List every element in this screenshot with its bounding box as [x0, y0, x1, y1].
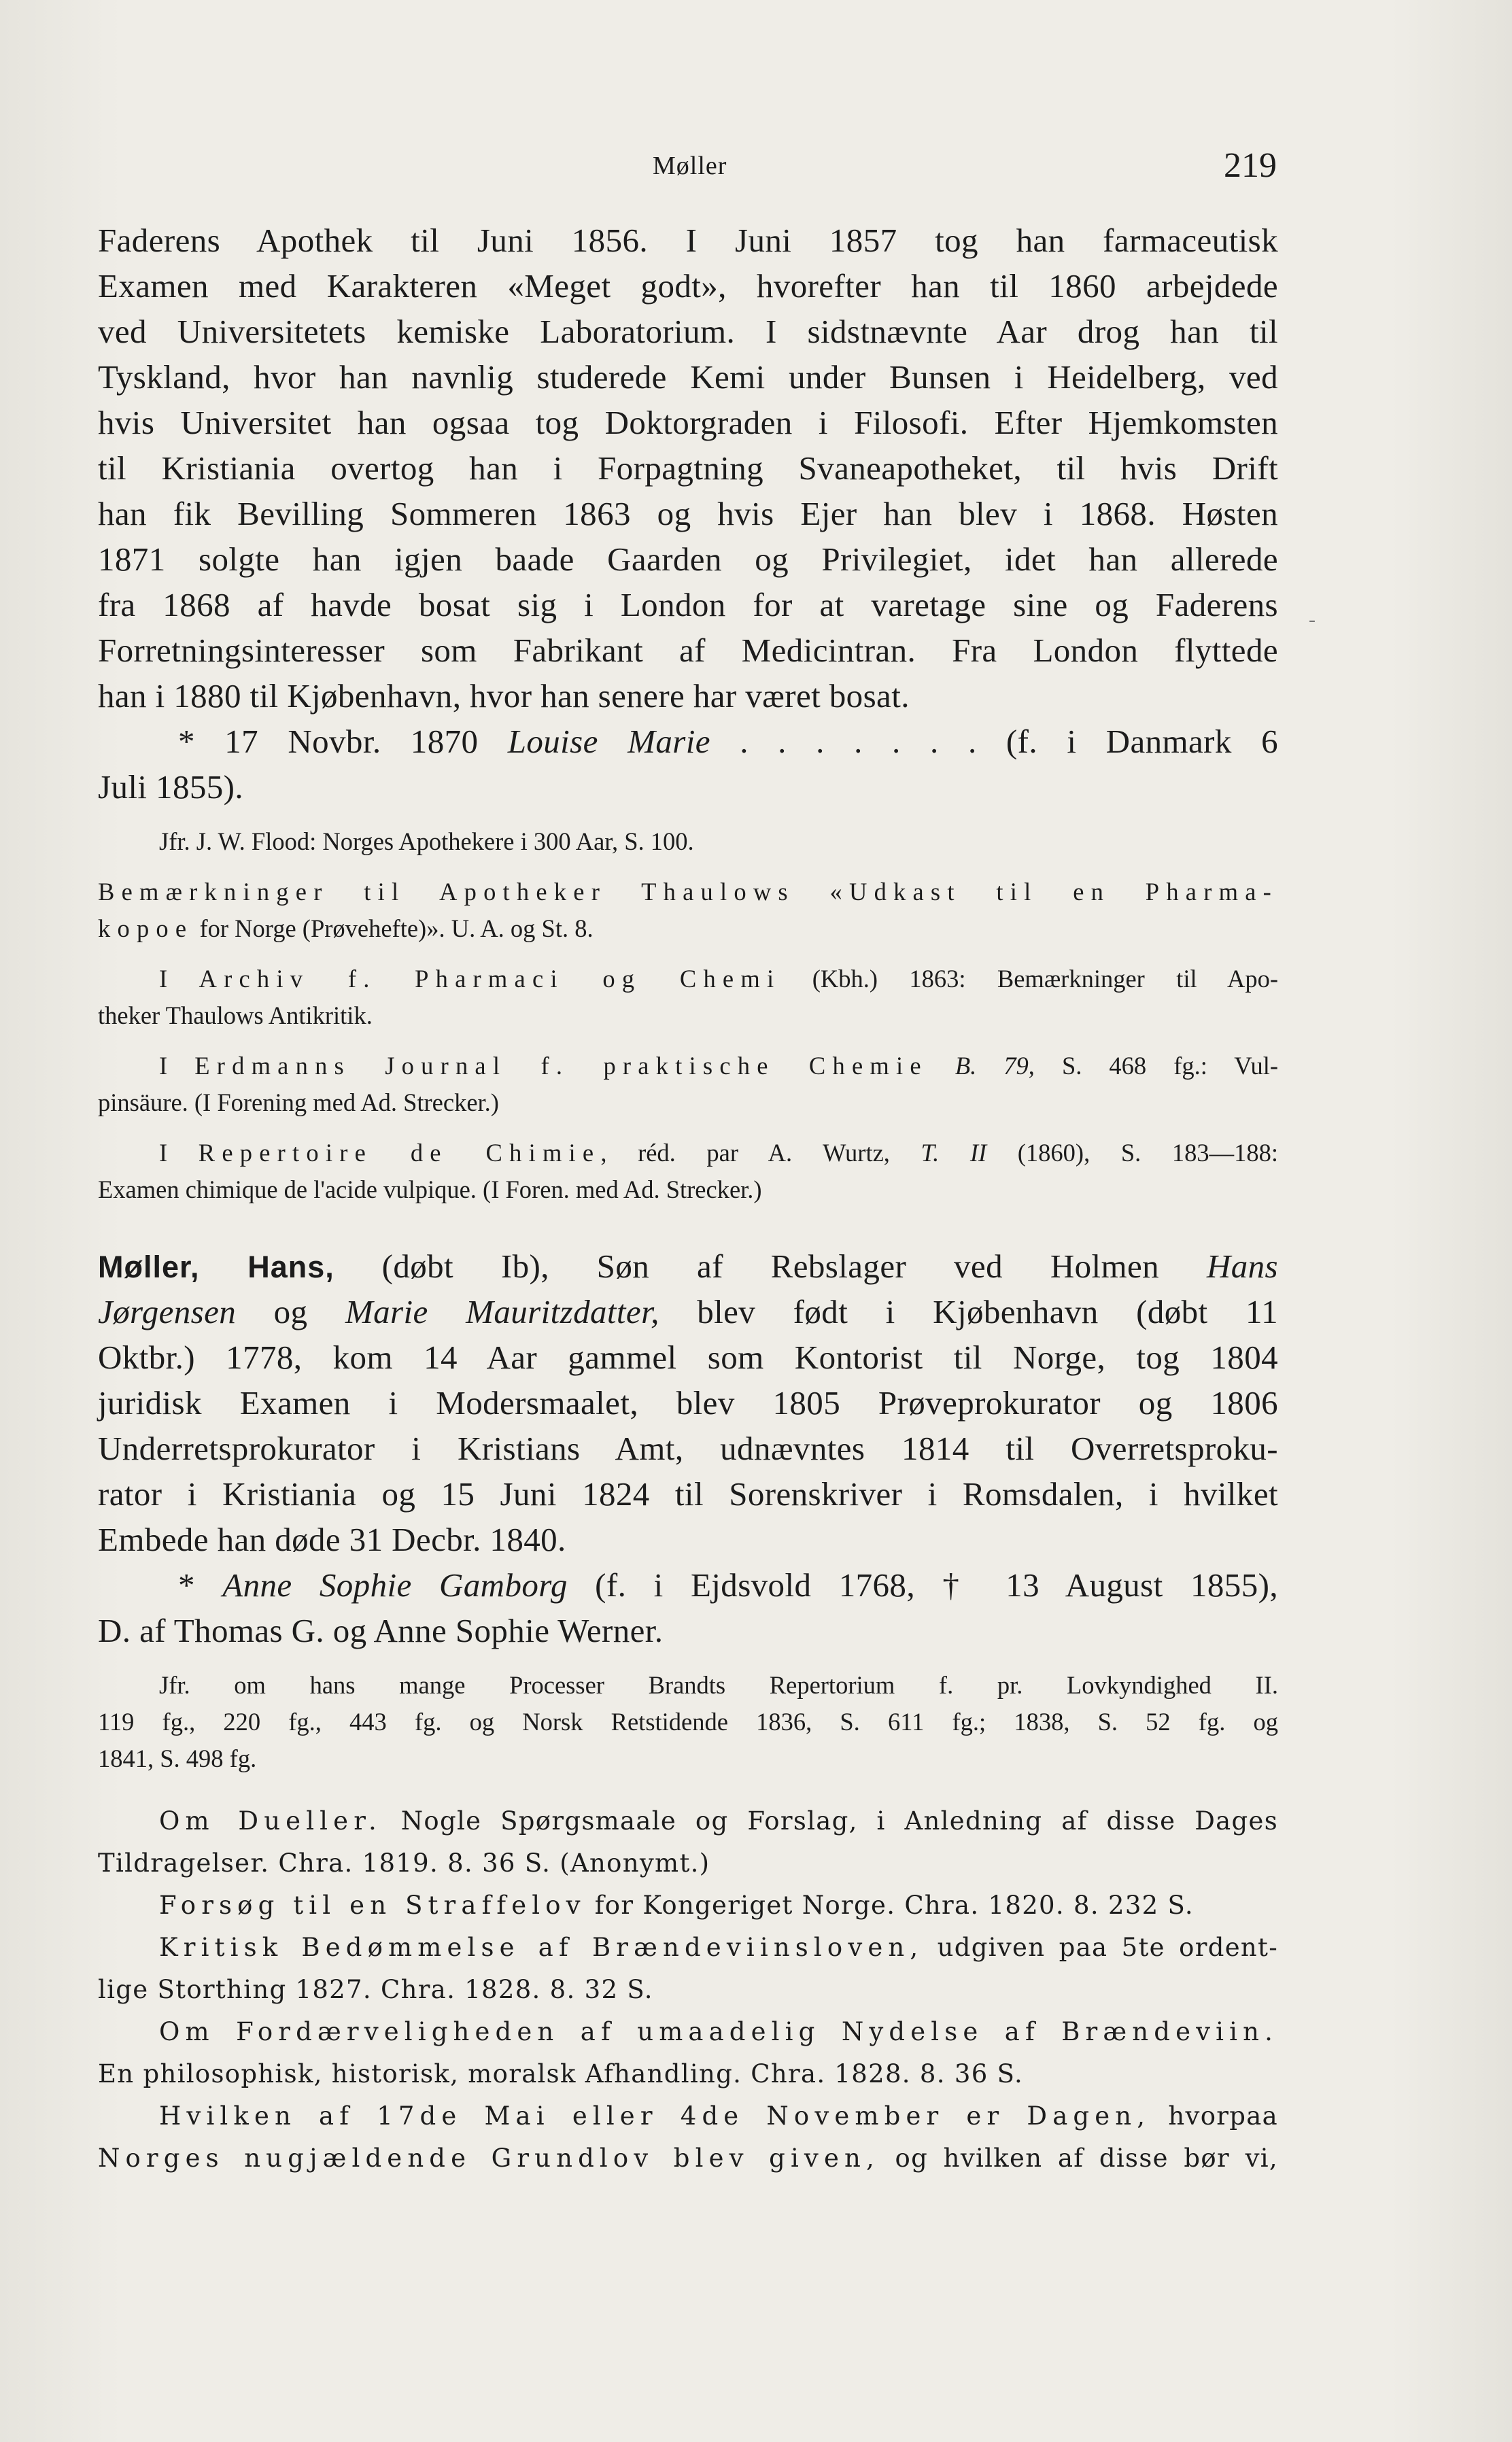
bibliography-line: En philosophisk, historisk, moralsk Afhandling. Chra. 1828. 8. 36 S.	[98, 2059, 1024, 2088]
paragraph-line: til Kristiania overtog han i Forpagtning Svaneapotheket, til hvis Drift	[98, 449, 1278, 487]
text-block	[98, 218, 1278, 2180]
paragraph-line: Embede han døde 31 Decbr. 1840.	[98, 1521, 566, 1558]
note-line	[98, 874, 1278, 910]
marriage-suffix: (f. i Ejdsvold 1768, † 13 August 1855),	[567, 1566, 1278, 1604]
note-line: pinsäure. (I Forening med Ad. Strecker.)	[98, 1088, 499, 1116]
note-text: , S. 468 fg.: Vul-	[1028, 1052, 1279, 1080]
running-head	[0, 146, 1512, 185]
father-name: Jørgensen	[98, 1293, 237, 1330]
paragraph-line: rator i Kristiania og 15 Juni 1824 til Sorenskriver i Romsdalen, i hvilket	[98, 1475, 1278, 1513]
margin-mark: -	[1309, 608, 1316, 631]
bibliography-line	[98, 2095, 1278, 2137]
note-text: I	[159, 1052, 195, 1080]
marriage-prefix: *	[178, 1566, 223, 1604]
bibliography-text: for Kongeriget Norge. Chra. 1820. 8. 232 S.	[585, 1891, 1194, 1920]
bibliography-title: Forsøg til en Straffelov	[159, 1891, 586, 1920]
note-title: Archiv f. Pharmaci og Chemi	[199, 965, 781, 993]
note-line: Examen chimique de l'acide vulpique. (I Foren. med Ad. Strecker.)	[98, 1175, 762, 1203]
paragraph-line: Forretningsinteresser som Fabrikant af Medicintran. Fra London flyttede	[98, 632, 1278, 669]
paragraph-line: ved Universitetets kemiske Laboratorium. I sidstnævnte Aar drog han til	[98, 313, 1278, 350]
paragraph-line: Oktbr.) 1778, kom 14 Aar gammel som Kontorist til Norge, tog 1804	[98, 1339, 1278, 1376]
note-text: for Norge (Prøvehefte)». U. A. og St. 8.	[193, 914, 594, 942]
paragraph-line: Faderens Apothek til Juni 1856. I Juni 1857 tog han farmaceutisk	[98, 222, 1278, 259]
paragraph-line: Underretsprokurator i Kristians Amt, udnævntes 1814 til Overretsproku-	[98, 1430, 1278, 1467]
bibliography-title: Hvilken af 17de Mai eller 4de November er Dagen,	[159, 2101, 1151, 2131]
note-title: Bemærkninger til Apotheker Thaulows «Udkast til en Pharma-	[98, 878, 1278, 906]
bibliography-line	[98, 2137, 1278, 2180]
note-line: theker Thaulows Antikritik.	[98, 1001, 373, 1029]
note-volume: T. II	[921, 1139, 987, 1167]
paragraph-line: juridisk Examen i Modersmaalet, blev 1805 Prøveprokurator og 1806	[98, 1384, 1278, 1422]
paragraph-line: han fik Bevilling Sommeren 1863 og hvis Ejer han blev i 1868. Høsten	[98, 495, 1278, 532]
note-title: Repertoire de Chimie	[198, 1139, 601, 1167]
note-text: (Kbh.) 1863: Bemærkninger til Apo-	[780, 965, 1279, 993]
bibliography-line: Tildragelser. Chra. 1819. 8. 36 S. (Anonymt.)	[98, 1848, 710, 1878]
mother-name: Marie Mauritzdatter,	[345, 1293, 659, 1330]
paragraph-line: Examen med Karakteren «Meget godt», hvorefter han til 1860 arbejdede	[98, 267, 1278, 305]
note-line: Jfr. om hans mange Processer Brandts Repertorium f. pr. Lovkyndighed II.	[159, 1671, 1278, 1699]
entry-text: og	[236, 1293, 345, 1330]
bibliography-title: Kritisk Bedømmelse af Brændeviinsloven,	[159, 1933, 924, 1962]
note-line: 1841, S. 498 fg.	[98, 1744, 257, 1772]
bibliography-title: Norges nugjældende Grundlov blev given,	[98, 2144, 880, 2173]
note-title: kopoe	[98, 914, 194, 942]
paragraph-line: hvis Universitet han ogsaa tog Doktorgraden i Filosofi. Efter Hjemkomsten	[98, 404, 1278, 441]
spouse-name: Anne Sophie Gamborg	[222, 1566, 568, 1604]
paragraph-line: Tyskland, hvor han navnlig studerede Kemi under Bunsen i Heidelberg, ved	[98, 358, 1278, 396]
note-line	[98, 1048, 1278, 1084]
bibliography-text: udgiven paa 5te ordent-	[923, 1933, 1278, 1962]
entry-text: blev født i Kjøbenhavn (døbt 11	[659, 1293, 1278, 1330]
bibliography-text: hvorpaa	[1150, 2101, 1278, 2131]
note-text: I	[159, 1139, 199, 1167]
note-line	[98, 961, 1278, 997]
marriage-line	[98, 719, 1278, 764]
bibliography-line	[98, 1885, 1278, 1927]
note-line: 119 fg., 220 fg., 443 fg. og Norsk Retstidende 1836, S. 611 fg.; 1838, S. 52 fg. og	[98, 1708, 1278, 1736]
marriage-suffix: . . . . . . . (f. i Danmark 6	[710, 723, 1278, 760]
entry-head-line	[98, 1243, 1278, 1289]
note-text: I	[159, 965, 199, 993]
note-title: Erdmanns Journal f. praktische Chemie	[194, 1052, 928, 1080]
note-text: (1860), S. 183—188:	[986, 1139, 1278, 1167]
note-line: Jfr. J. W. Flood: Norges Apothekere i 300 Aar, S. 100.	[159, 827, 694, 855]
entry-text: (døbt Ib), Søn af Rebslager ved Holmen	[334, 1248, 1207, 1285]
spouse-name: Louise Marie	[507, 723, 710, 760]
bibliography-title: Om Fordærveligheden af umaadelig Nydelse af Brændeviin.	[159, 2017, 1278, 2046]
bibliography-text: Nogle Spørgsmaale og Forslag, i Anledning af disse Dages	[381, 1806, 1278, 1836]
bibliography-text: og hvilken af disse bør vi,	[879, 2144, 1278, 2173]
paragraph-line	[98, 1289, 1278, 1335]
paragraph-line: 1871 solgte han igjen baade Gaarden og Privilegiet, idet han allerede	[98, 540, 1278, 578]
running-title: Møller	[653, 152, 727, 180]
paragraph-line: fra 1868 af havde bosat sig i London for at varetage sine og Faderens	[98, 586, 1278, 623]
bibliography-line: lige Storthing 1827. Chra. 1828. 8. 32 S.	[98, 1975, 653, 2004]
marriage-line	[98, 1562, 1278, 1608]
page-number: 219	[1224, 146, 1277, 185]
marriage-prefix: * 17 Novbr. 1870	[178, 723, 508, 760]
bibliography-title: Om Dueller.	[159, 1806, 382, 1836]
bibliography-line	[98, 1927, 1278, 1969]
paragraph-line: han i 1880 til Kjøbenhavn, hvor han senere har været bosat.	[98, 677, 910, 715]
note-volume: B. 79	[927, 1052, 1029, 1080]
marriage-line-2: D. af Thomas G. og Anne Sophie Werner.	[98, 1612, 664, 1649]
note-text: , réd. par A. Wurtz,	[600, 1139, 921, 1167]
entry-headword: Møller, Hans,	[98, 1250, 334, 1284]
bibliography-line	[98, 1800, 1278, 1842]
note-line	[98, 1135, 1278, 1171]
father-name: Hans	[1206, 1248, 1278, 1285]
note-line	[98, 910, 1278, 947]
marriage-line-2: Juli 1855).	[98, 768, 244, 806]
bibliography-line	[98, 2011, 1278, 2053]
